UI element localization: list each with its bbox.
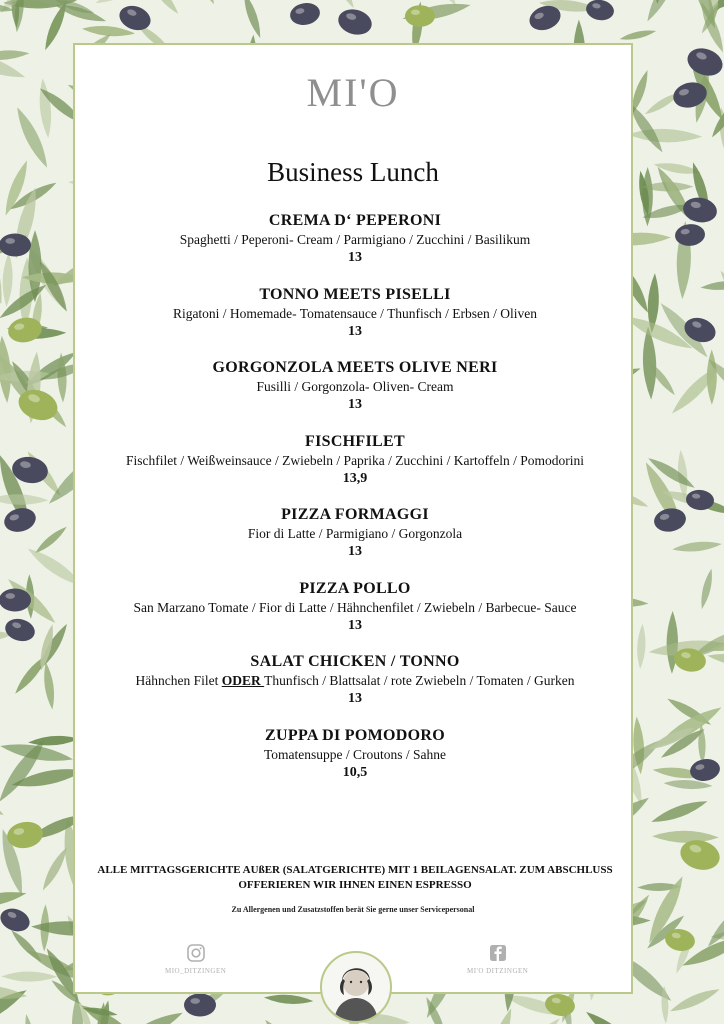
portrait-emblem	[320, 951, 392, 1023]
dish-description: Rigatoni / Homemade- Tomatensauce / Thunfisch / Erbsen / Oliven	[172, 305, 538, 321]
menu-item	[35, 652, 675, 726]
facebook-handle: MI'O DITZINGEN	[467, 967, 529, 975]
olive-decoration	[688, 757, 721, 783]
dish-name: SALAT CHICKEN / TONNO	[250, 653, 460, 670]
dish-price: 13	[348, 250, 362, 265]
leaf-decoration	[706, 650, 724, 670]
leaf-decoration	[0, 44, 28, 84]
leaf-decoration	[93, 0, 155, 8]
instagram-icon	[186, 943, 206, 963]
dish-description: San Marzano Tomate / Fior di Latte / Hähnchenfilet / Zwiebeln / Barbecue- Sauce	[133, 599, 577, 615]
leaf-decoration	[698, 568, 715, 610]
menu-item	[35, 726, 675, 800]
olive-highlight	[190, 998, 200, 1004]
page-title: Business Lunch	[267, 157, 439, 187]
desc-part: Thunfisch / Blattsalat / rote Zwiebeln / Tomaten / Gurken	[264, 673, 575, 688]
leaf-decoration	[146, 0, 181, 16]
dish-name: PIZZA FORMAGGI	[281, 506, 429, 523]
leaf-decoration	[1, 971, 57, 982]
dish-name: TONNO MEETS PISELLI	[259, 285, 451, 303]
leaf-decoration	[485, 1007, 516, 1024]
leaf-decoration	[628, 128, 703, 144]
dish-price: 13	[348, 617, 362, 633]
dish-description: Fior di Latte / Parmigiano / Gorgonzola	[247, 526, 463, 541]
facebook-link[interactable]	[467, 943, 528, 975]
olive-decoration	[405, 5, 435, 27]
restaurant-logo: MI'O	[306, 70, 400, 115]
leaf-decoration	[262, 1017, 304, 1024]
dish-description: Tomatensuppe / Croutons / Sahne	[263, 746, 447, 762]
dish-name: PIZZA POLLO	[299, 579, 411, 597]
dish-name: CREMA D‘ PEPERONI	[268, 212, 442, 229]
leaf-decoration	[333, 0, 357, 10]
leaf-decoration	[643, 0, 683, 24]
leaf-decoration	[2, 252, 14, 307]
leaf-decoration	[0, 888, 28, 911]
instagram-link[interactable]	[165, 943, 226, 975]
dish-price: 13	[348, 691, 362, 706]
leaf-decoration	[672, 540, 723, 554]
olive-decoration	[0, 905, 33, 936]
leaf-decoration	[37, 78, 53, 139]
leaf-decoration	[652, 830, 719, 843]
dish-price: 10,5	[342, 764, 368, 780]
dish-name: GORGONZOLA MEETS OLIVE NERI	[212, 359, 498, 376]
dish-description: Spaghetti / Peperoni- Cream / Parmigiano / Zucchini / Basilikum	[179, 232, 531, 247]
leaf-decoration	[240, 0, 264, 40]
leaf-decoration	[700, 279, 724, 292]
olive-decoration	[584, 0, 615, 22]
desc-emphasis: ODER	[221, 673, 265, 688]
olive-decoration	[0, 588, 31, 611]
menu-item	[35, 505, 675, 579]
dish-price: 13	[348, 397, 362, 412]
menu-list	[35, 211, 675, 799]
olive-decoration	[3, 616, 38, 645]
dish-name: ZUPPA DI POMODORO	[265, 726, 445, 744]
leaf-decoration	[619, 28, 657, 43]
dish-description: Fusilli / Gorgonzola- Oliven- Cream	[256, 379, 454, 394]
leaf-decoration	[0, 49, 30, 62]
portrait-icon	[322, 953, 390, 1021]
olive-decoration	[0, 233, 31, 256]
leaf-decoration	[698, 724, 706, 765]
leaf-decoration	[117, 1007, 185, 1024]
allergen-note: Zu Allergenen und Zusatzstoffen berät Sie gerne unser Servicepersonal	[231, 905, 475, 914]
olive-decoration	[335, 6, 374, 38]
olive-highlight	[411, 10, 420, 15]
olive-decoration	[681, 195, 719, 225]
dish-description: Fischfilet / Weißweinsauce / Zwiebeln / Paprika / Zucchini / Kartoffeln / Pomodorini	[125, 452, 585, 468]
olive-highlight	[5, 593, 15, 599]
leaf-decoration	[23, 1014, 37, 1024]
menu-item	[35, 579, 675, 653]
desc-part: Hähnchen Filet	[135, 673, 222, 688]
facebook-icon	[488, 943, 508, 963]
olive-decoration	[184, 993, 216, 1016]
olive-decoration	[2, 505, 39, 536]
menu-item	[35, 358, 675, 432]
menu-card	[73, 43, 633, 994]
lunch-note: ALLE MITTAGSGERICHTE AUßER (SALATGERICHTE) MIT 1 BEILAGENSALAT. ZUM ABSCHLUSS OFFERIEREN WIR IHNEN EINEN ESPRESSO	[97, 864, 613, 891]
leaf-decoration	[582, 1007, 644, 1024]
olive-highlight	[5, 238, 15, 244]
instagram-handle: MIO_DITZINGEN	[165, 967, 227, 975]
dish-price: 13	[348, 544, 362, 559]
leaf-decoration	[528, 1016, 562, 1024]
dish-description	[35, 672, 675, 689]
olive-decoration	[684, 44, 724, 81]
dish-price: 13,9	[342, 470, 368, 486]
menu-item	[35, 432, 675, 506]
olive-decoration	[288, 1, 321, 27]
leaf-decoration	[264, 993, 314, 1006]
menu-item	[35, 211, 675, 285]
dish-price: 13	[348, 323, 362, 339]
menu-item	[35, 285, 675, 359]
dish-name: FISCHFILET	[305, 432, 405, 450]
leaf-decoration	[668, 985, 722, 1016]
leaf-decoration	[649, 796, 709, 827]
leaf-decoration	[196, 0, 217, 6]
